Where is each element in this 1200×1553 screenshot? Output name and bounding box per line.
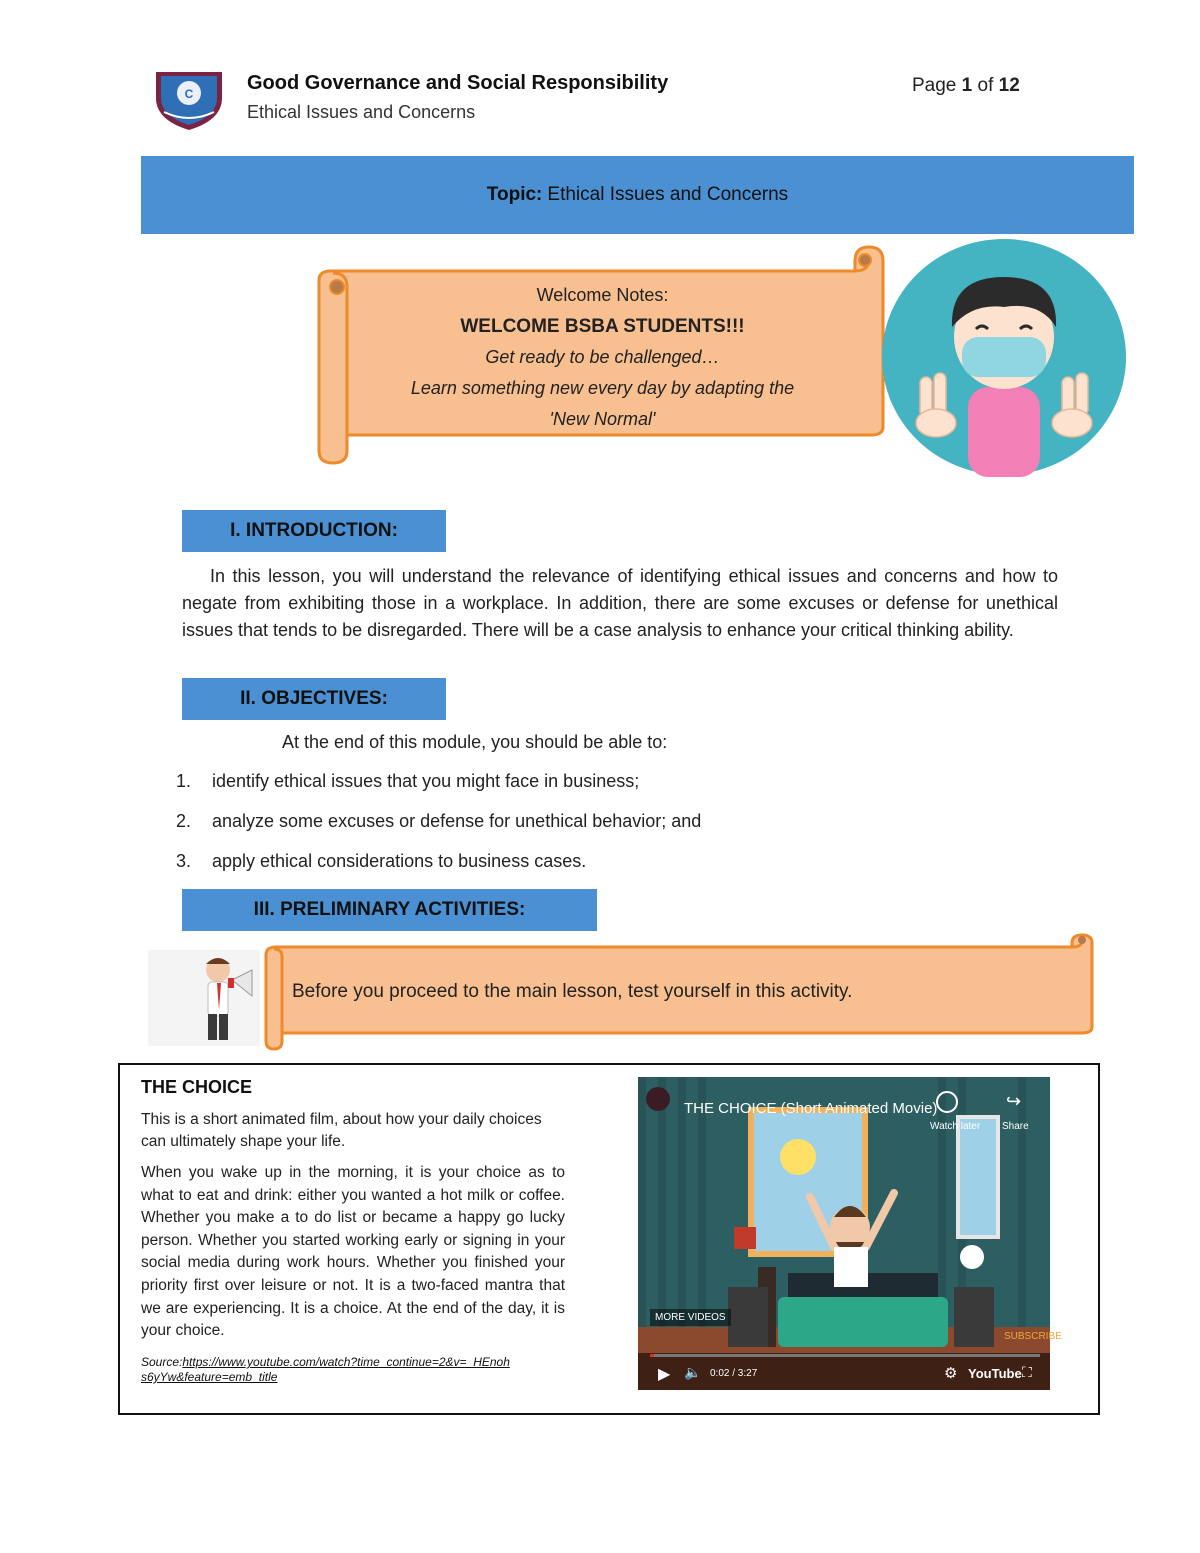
- course-subtitle: Ethical Issues and Concerns: [247, 102, 476, 122]
- video-thumbnail[interactable]: [638, 1077, 1062, 1390]
- source-link[interactable]: https://www.youtube.com/watch?time_continue=2&v=_HEnoh s6yYw&feature=emb_title: [141, 1355, 510, 1384]
- masked-boy-illustration: [880, 237, 1128, 477]
- page-of: of: [977, 75, 994, 96]
- more-videos-button[interactable]: MORE VIDEOS: [650, 1309, 731, 1326]
- video-title[interactable]: THE CHOICE (Short Animated Movie): [684, 1100, 938, 1117]
- page-number: [912, 75, 1020, 97]
- page-word: Page: [912, 75, 957, 96]
- objective-item: [176, 771, 639, 792]
- objective-text: identify ethical issues that you might face in business;: [212, 771, 640, 791]
- share-icon[interactable]: ↪: [1006, 1091, 1022, 1111]
- welcome-strong: WELCOME BSBA STUDENTS!!!: [460, 316, 745, 337]
- objective-item: [176, 811, 701, 832]
- school-logo: [152, 68, 226, 132]
- objectives-lead: At the end of this module, you should be able to:: [282, 732, 668, 752]
- settings-icon[interactable]: ⚙: [944, 1365, 958, 1382]
- preliminary-text: Before you proceed to the main lesson, test yourself in this activity.: [292, 981, 853, 1002]
- topic-label: Topic:: [486, 184, 543, 205]
- svg-text:C: C: [184, 87, 194, 101]
- welcome-notes: [345, 280, 860, 435]
- welcome-heading: Welcome Notes:: [536, 285, 669, 305]
- objective-text: analyze some excuses or defense for unethical behavior; and: [212, 811, 702, 831]
- introduction-heading: I. INTRODUCTION:: [182, 510, 446, 552]
- choice-title: THE CHOICE: [141, 1077, 253, 1097]
- choice-paragraph-2: When you wake up in the morning, it is your choice as to what to eat and drink: either you wanted a hot milk or coffee. Whether you make a to do list or became a happy go lucky person. Whether you started working early or signing in your social media during work hours. Whether you finished your priority first over leisure or not. It is a two-faced mantra that we are experiencing. It is a choice. At the end of the day, it is your choice.: [141, 1164, 565, 1340]
- share-label[interactable]: Share: [1002, 1121, 1029, 1132]
- choice-paragraph-1: This is a short animated film, about how your daily choices can ultimately shape your life.: [141, 1111, 542, 1150]
- objective-number: 1.: [176, 771, 192, 791]
- play-icon[interactable]: ▶: [658, 1366, 671, 1383]
- objective-text: apply ethical considerations to business cases.: [212, 851, 587, 871]
- objective-number: 2.: [176, 811, 192, 831]
- video-time: 0:02 / 3:27: [710, 1368, 758, 1379]
- objective-item: [176, 851, 586, 872]
- youtube-logo[interactable]: YouTube: [968, 1366, 1022, 1381]
- watch-later-label[interactable]: Watch later: [930, 1121, 981, 1132]
- introduction-paragraph: In this lesson, you will understand the relevance of identifying ethical issues and concerns and how to negate from exhibiting those in a workplace. In addition, there are some excuses or defense for unethical issues that tends to be disregarded. There will be a case analysis to enhance your critical thinking ability.: [182, 566, 1058, 640]
- welcome-line-3: 'New Normal': [549, 409, 656, 429]
- megaphone-man-illustration: [148, 950, 260, 1046]
- source-label: Source:: [141, 1355, 183, 1369]
- introduction-body: [182, 563, 1058, 644]
- fullscreen-icon[interactable]: ⛶: [1022, 1364, 1032, 1380]
- welcome-line-2: Learn something new every day by adapting the: [410, 378, 795, 398]
- objective-number: 3.: [176, 851, 192, 871]
- volume-icon[interactable]: 🔈: [684, 1364, 702, 1380]
- course-title: Good Governance and Social Responsibility: [247, 72, 669, 94]
- subscribe-watermark[interactable]: SUBSCRIBE: [1004, 1331, 1062, 1342]
- welcome-line-1: Get ready to be challenged…: [485, 347, 720, 367]
- topic-value: Ethical Issues and Concerns: [547, 184, 789, 205]
- choice-source: [141, 1355, 567, 1385]
- clock-icon[interactable]: [936, 1091, 958, 1113]
- objectives-heading: II. OBJECTIVES:: [182, 678, 446, 720]
- channel-avatar[interactable]: [646, 1087, 670, 1111]
- topic-bar: [141, 156, 1134, 234]
- video-scene: [638, 1077, 1050, 1390]
- preliminary-heading: III. PRELIMINARY ACTIVITIES:: [182, 889, 597, 931]
- page-total: 12: [998, 75, 1020, 96]
- page-current: 1: [961, 75, 973, 96]
